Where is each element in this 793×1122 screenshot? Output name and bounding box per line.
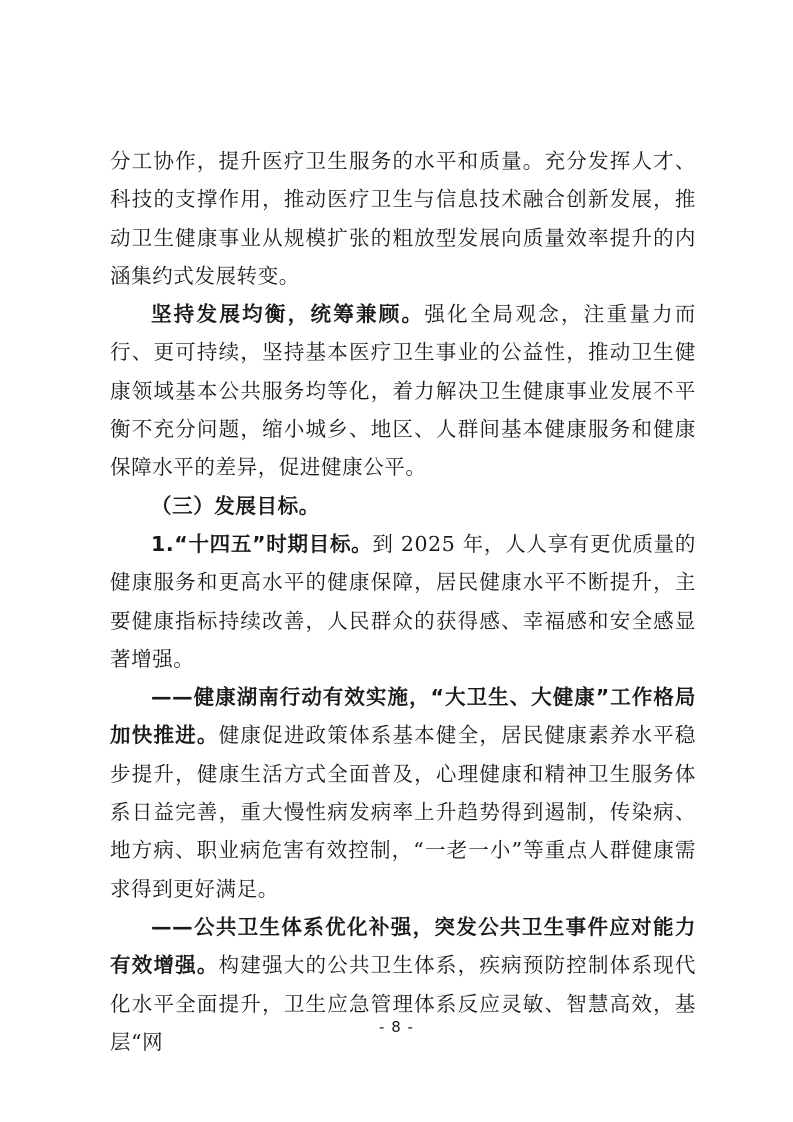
paragraph-text: 到 2025 年，人人享有更优质量的健康服务和更高水平的健康保障，居民健康水平不断提升，主要健康指标持续改善，人民群众的获得感、幸福感和安全感显著增强。 — [110, 531, 696, 671]
paragraph-lead: ——公共卫生体系优化补强，突发公共卫生事件应对能力有效增强。 — [110, 914, 696, 978]
paragraph-text: 构建强大的公共卫生体系，疾病预防控制体系现代化水平全面提升，卫生应急管理体系反应灵敏、智慧高效，基层“网 — [110, 953, 697, 1054]
paragraph-lead: 1.“十四五”时期目标。 — [151, 531, 373, 556]
paragraph-healthy-hunan — [110, 678, 696, 908]
document-body — [110, 142, 696, 1061]
paragraph-lead: 坚持发展均衡，统筹兼顾。 — [151, 302, 425, 327]
paragraph-text: 强化全局观念，注重量力而行、更可持续，坚持基本医疗卫生事业的公益性，推动卫生健康领域基本公共服务均等化，着力解决卫生健康事业发展不平衡不充分问题，缩小城乡、地区、人群间基本健康服务和健康保障水平的差异，促进健康公平。 — [110, 302, 697, 480]
section-heading-goals — [110, 487, 696, 525]
paragraph-public-health-system — [110, 908, 696, 1061]
page-number: - 8 - — [379, 1018, 414, 1036]
paragraph-continuation — [110, 142, 696, 295]
paragraph-lead: ——健康湖南行动有效实施，“大卫生、大健康”工作格局加快推进。 — [110, 685, 696, 748]
paragraph-balanced-development — [110, 295, 696, 486]
paragraph-text: 分工协作，提升医疗卫生服务的水平和质量。充分发挥人才、科技的支撑作用，推动医疗卫生与信息技术融合创新发展，推动卫生健康事业从规模扩张的粗放型发展向质量效率提升的内涵集约式发展转变。 — [110, 149, 696, 288]
section-heading: （三）发展目标。 — [151, 493, 320, 518]
paragraph-14th-five-year-goal — [110, 525, 696, 678]
paragraph-text: 健康促进政策体系基本健全，居民健康素养水平稳步提升，健康生活方式全面普及，心理健康和精神卫生服务体系日益完善，重大慢性病发病率上升趋势得到遏制，传染病、地方病、职业病危害有效控制，“一老一小”等重点人群健康需求得到更好满足。 — [110, 723, 697, 901]
